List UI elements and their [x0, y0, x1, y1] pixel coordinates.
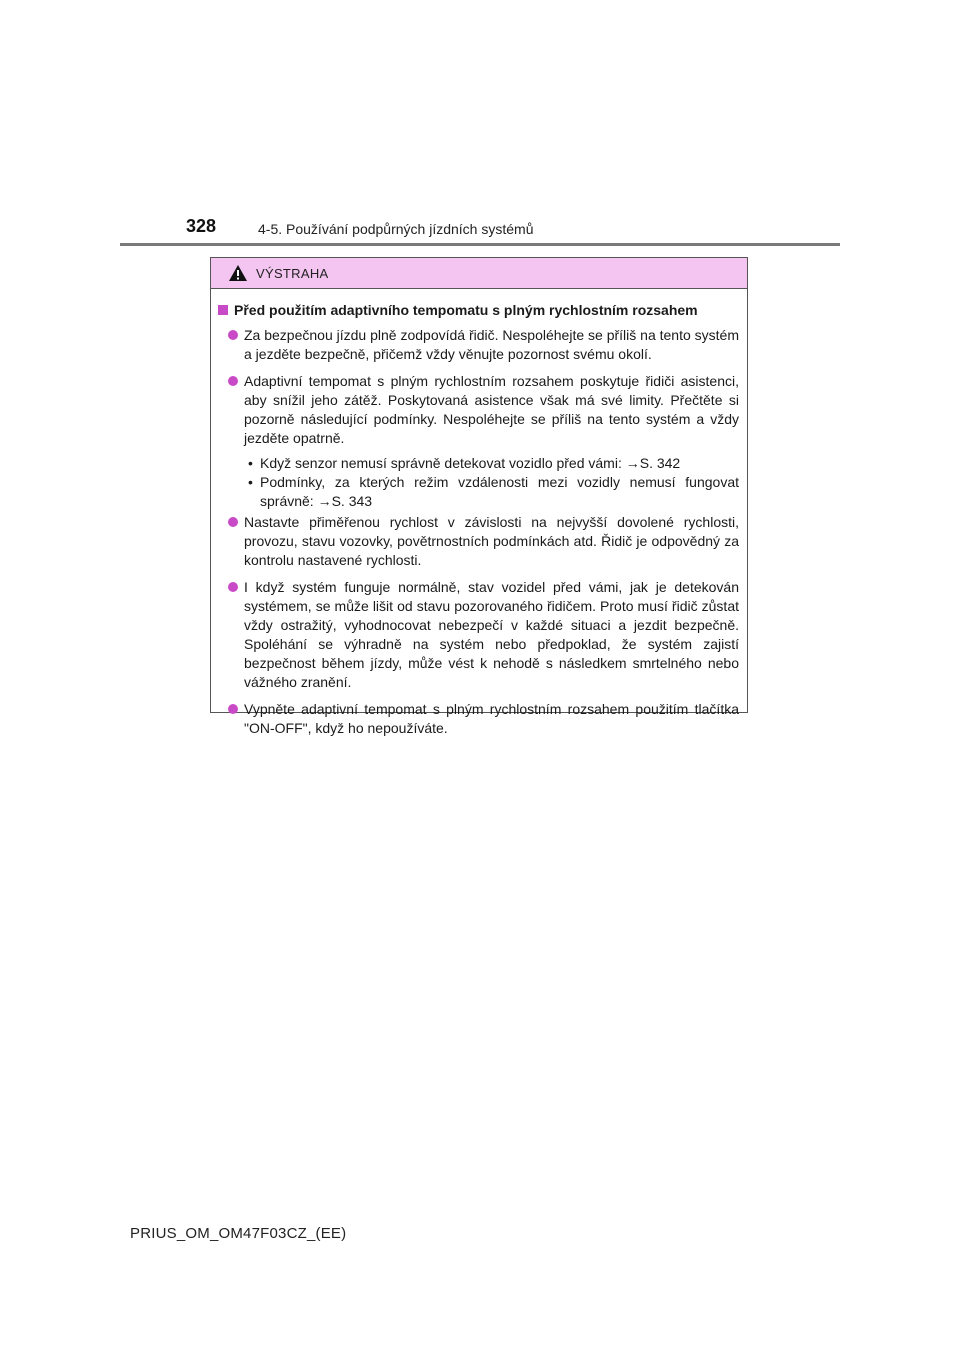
section-title: 4-5. Používání podpůrných jízdních systémů	[258, 221, 534, 237]
warning-item	[218, 372, 739, 448]
sub-list-item	[248, 473, 739, 511]
page-number: 328	[186, 216, 217, 236]
document-code: PRIUS_OM_OM47F03CZ_(EE)	[130, 1225, 347, 1242]
warning-item	[218, 700, 739, 738]
circle-bullet-icon	[228, 582, 238, 592]
warning-label: VÝSTRAHA	[256, 265, 329, 281]
warning-box	[210, 257, 748, 736]
sub-bullet: •	[248, 455, 253, 471]
warning-item-text: I když systém funguje normálně, stav vozidel před vámi, jak je detekován systémem, se může lišit od stavu pozorovaného řidičem. Proto musí řidič zůstat vždy ostražitý, vyhodnocovat nebezpečí v každé situaci a jezdit bezpečně. Spoléhání se výhradně na systém nebo předpoklad, že systém zajistí bezpečnost během jízdy, může vést k nehodě s následkem smrtelného nebo vážného zranění.	[244, 579, 739, 690]
warning-item-text: Za bezpečnou jízdu plně zodpovídá řidič. Nespoléhejte se příliš na tento systém a jezděte bezpečně, přičemž vždy věnujte pozornost svému okolí.	[244, 327, 739, 362]
warning-item	[218, 513, 739, 570]
circle-bullet-icon	[228, 704, 238, 714]
sub-bullet: •	[248, 474, 253, 490]
warning-item	[218, 578, 739, 692]
warning-body	[211, 289, 747, 738]
circle-bullet-icon	[228, 376, 238, 386]
warning-item-text: Vypněte adaptivní tempomat s plným rychlostním rozsahem použitím tlačítka "ON-OFF", když ho nepoužíváte.	[244, 701, 739, 736]
page-header	[0, 0, 960, 250]
circle-bullet-icon	[228, 517, 238, 527]
sub-item-text: Když senzor nemusí správně detekovat vozidlo před vámi: →S. 342	[260, 455, 681, 471]
warning-item	[218, 326, 739, 364]
warning-item-text: Nastavte přiměřenou rychlost v závislosti na nejvyšší dovolené rychlosti, provozu, stavu vozovky, povětrnostních podmínkách atd. Řidič je odpovědný za kontrolu nastavené rychlosti.	[244, 514, 739, 568]
warning-heading	[218, 301, 739, 320]
sub-item-text: Podmínky, za kterých režim vzdálenosti mezi vozidly nemusí fungovat správně: →S. 343	[260, 474, 739, 509]
warning-header	[211, 258, 747, 289]
warning-heading-text: Před použitím adaptivního tempomatu s plným rychlostním rozsahem	[234, 302, 698, 318]
sub-list	[218, 454, 739, 511]
warning-triangle-icon	[228, 264, 248, 282]
header-rule	[120, 243, 840, 246]
sub-list-item	[248, 454, 739, 473]
circle-bullet-icon	[228, 330, 238, 340]
warning-item-text: Adaptivní tempomat s plným rychlostním rozsahem poskytuje řidiči asistenci, aby snížil jeho zátěž. Poskytovaná asistence však má své limity. Přečtěte si pozorně následující podmínky. Nespoléhejte se příliš na tento systém a vždy jezděte opatrně.	[244, 373, 739, 446]
square-bullet-icon	[218, 305, 228, 315]
